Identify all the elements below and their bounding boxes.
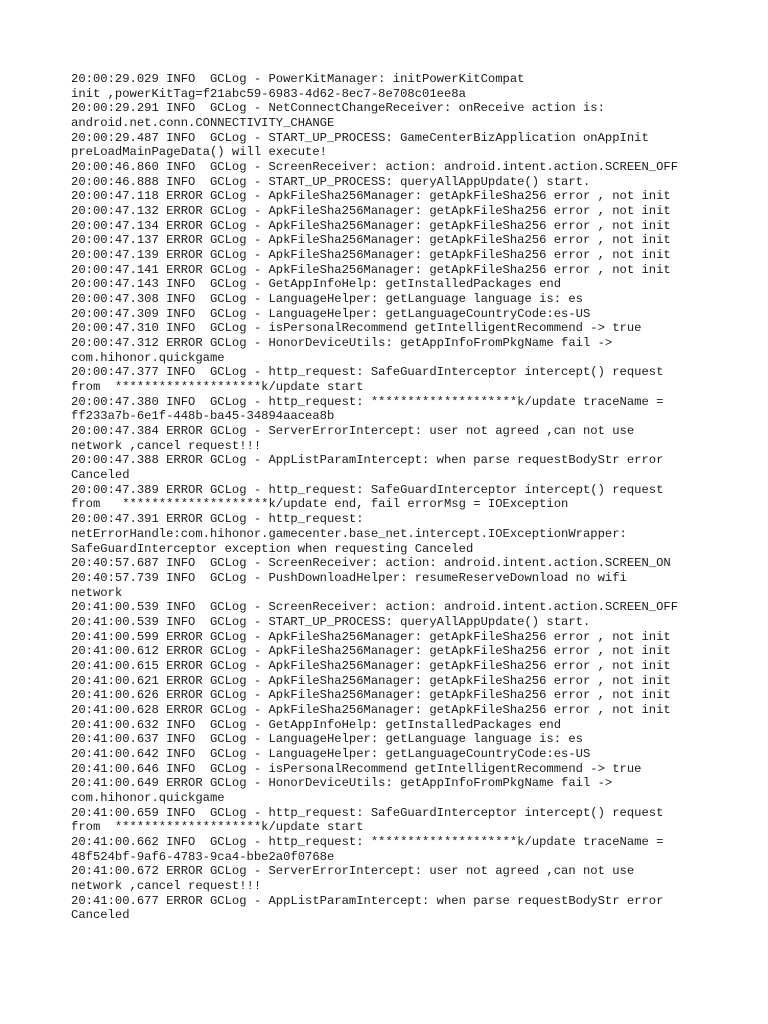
log-line: 20:00:47.391 ERROR GCLog - http_request: bbox=[71, 512, 364, 527]
log-line: 20:00:47.380 INFO GCLog - http_request: ********************k/update traceName = bbox=[71, 394, 664, 409]
log-line: network ,cancel request!!! bbox=[71, 438, 262, 453]
log-line: 48f524bf-9af6-4783-9ca4-bbe2a0f0768e bbox=[71, 849, 335, 864]
log-line: android.net.conn.CONNECTIVITY_CHANGE bbox=[71, 116, 335, 131]
log-line: 20:00:29.487 INFO GCLog - START_UP_PROCESS: GameCenterBizApplication onAppInit bbox=[71, 130, 649, 145]
log-line: com.hihonor.quickgame bbox=[71, 790, 225, 805]
log-line: Canceled bbox=[71, 468, 130, 483]
log-line: 20:41:00.539 INFO GCLog - ScreenReceiver: action: android.intent.action.SCREEN_OFF bbox=[71, 600, 679, 615]
log-line: 20:41:00.649 ERROR GCLog - HonorDeviceUtils: getAppInfoFromPkgName fail -> bbox=[71, 776, 613, 791]
log-line: ff233a7b-6e1f-448b-ba45-34894aacea8b bbox=[71, 409, 335, 424]
log-line: 20:41:00.632 INFO GCLog - GetAppInfoHelp: getInstalledPackages end bbox=[71, 717, 562, 732]
log-line: 20:00:47.309 INFO GCLog - LanguageHelper: getLanguageCountryCode:es-US bbox=[71, 306, 591, 321]
log-text-body bbox=[71, 72, 751, 923]
log-line: 20:00:47.308 INFO GCLog - LanguageHelper: getLanguage language is: es bbox=[71, 292, 583, 307]
log-line: 20:41:00.637 INFO GCLog - LanguageHelper: getLanguage language is: es bbox=[71, 732, 583, 747]
log-line: 20:41:00.626 ERROR GCLog - ApkFileSha256Manager: getApkFileSha256 error , not init bbox=[71, 688, 671, 703]
log-line: SafeGuardInterceptor exception when requesting Canceled bbox=[71, 541, 474, 556]
log-line: network bbox=[71, 585, 123, 600]
log-line: 20:41:00.612 ERROR GCLog - ApkFileSha256Manager: getApkFileSha256 error , not init bbox=[71, 644, 671, 659]
log-line: com.hihonor.quickgame bbox=[71, 350, 225, 365]
log-line: 20:00:47.377 INFO GCLog - http_request: SafeGuardInterceptor intercept() request bbox=[71, 365, 664, 380]
log-line: from ********************k/update start bbox=[71, 820, 364, 835]
log-line: Canceled bbox=[71, 908, 130, 923]
log-line: 20:00:47.132 ERROR GCLog - ApkFileSha256Manager: getApkFileSha256 error , not init bbox=[71, 204, 671, 219]
log-line: 20:00:47.118 ERROR GCLog - ApkFileSha256Manager: getApkFileSha256 error , not init bbox=[71, 189, 671, 204]
log-line: 20:00:47.384 ERROR GCLog - ServerErrorIntercept: user not agreed ,can not use bbox=[71, 424, 635, 439]
log-line: 20:00:47.310 INFO GCLog - isPersonalRecommend getIntelligentRecommend -> true bbox=[71, 321, 642, 336]
log-line: init ,powerKitTag=f21abc59-6983-4d62-8ec7-8e708c01ee8a bbox=[71, 86, 466, 101]
log-line: 20:00:46.888 INFO GCLog - START_UP_PROCESS: queryAllAppUpdate() start. bbox=[71, 174, 591, 189]
log-line: 20:40:57.739 INFO GCLog - PushDownloadHelper: resumeReserveDownload no wifi bbox=[71, 570, 627, 585]
log-line: 20:41:00.642 INFO GCLog - LanguageHelper: getLanguageCountryCode:es-US bbox=[71, 746, 591, 761]
log-line: 20:41:00.662 INFO GCLog - http_request: ********************k/update traceName = bbox=[71, 834, 664, 849]
log-line: 20:00:47.143 INFO GCLog - GetAppInfoHelp: getInstalledPackages end bbox=[71, 277, 562, 292]
log-line: 20:41:00.659 INFO GCLog - http_request: SafeGuardInterceptor intercept() request bbox=[71, 805, 664, 820]
log-line: 20:41:00.539 INFO GCLog - START_UP_PROCESS: queryAllAppUpdate() start. bbox=[71, 614, 591, 629]
log-line: 20:00:47.312 ERROR GCLog - HonorDeviceUtils: getAppInfoFromPkgName fail -> bbox=[71, 336, 613, 351]
log-line: 20:00:47.134 ERROR GCLog - ApkFileSha256Manager: getApkFileSha256 error , not init bbox=[71, 218, 671, 233]
log-line: from ********************k/update end, fail errorMsg = IOException bbox=[71, 497, 569, 512]
log-line: from ********************k/update start bbox=[71, 380, 364, 395]
log-line: 20:00:47.388 ERROR GCLog - AppListParamIntercept: when parse requestBodyStr error bbox=[71, 453, 664, 468]
log-line: preLoadMainPageData() will execute! bbox=[71, 145, 327, 160]
log-line: 20:40:57.687 INFO GCLog - ScreenReceiver: action: android.intent.action.SCREEN_ON bbox=[71, 556, 671, 571]
log-line: 20:00:47.137 ERROR GCLog - ApkFileSha256Manager: getApkFileSha256 error , not init bbox=[71, 233, 671, 248]
log-line: network ,cancel request!!! bbox=[71, 878, 262, 893]
log-line: 20:41:00.615 ERROR GCLog - ApkFileSha256Manager: getApkFileSha256 error , not init bbox=[71, 658, 671, 673]
log-line: 20:00:29.029 INFO GCLog - PowerKitManager: initPowerKitCompat bbox=[71, 72, 525, 86]
log-line: 20:41:00.672 ERROR GCLog - ServerErrorIntercept: user not agreed ,can not use bbox=[71, 864, 635, 879]
log-line: 20:00:47.141 ERROR GCLog - ApkFileSha256Manager: getApkFileSha256 error , not init bbox=[71, 262, 671, 277]
log-line: 20:00:46.860 INFO GCLog - ScreenReceiver: action: android.intent.action.SCREEN_OFF bbox=[71, 160, 679, 175]
log-line: netErrorHandle:com.hihonor.gamecenter.base_net.intercept.IOExceptionWrapper: bbox=[71, 526, 627, 541]
log-line: 20:00:29.291 INFO GCLog - NetConnectChangeReceiver: onReceive action is: bbox=[71, 101, 605, 116]
log-line: 20:00:47.139 ERROR GCLog - ApkFileSha256Manager: getApkFileSha256 error , not init bbox=[71, 248, 671, 263]
log-line: 20:41:00.646 INFO GCLog - isPersonalRecommend getIntelligentRecommend -> true bbox=[71, 761, 642, 776]
log-line: 20:41:00.628 ERROR GCLog - ApkFileSha256Manager: getApkFileSha256 error , not init bbox=[71, 702, 671, 717]
log-line: 20:00:47.389 ERROR GCLog - http_request: SafeGuardInterceptor intercept() request bbox=[71, 482, 664, 497]
log-line: 20:41:00.677 ERROR GCLog - AppListParamIntercept: when parse requestBodyStr error bbox=[71, 893, 664, 908]
log-page bbox=[71, 72, 751, 923]
log-line: 20:41:00.621 ERROR GCLog - ApkFileSha256Manager: getApkFileSha256 error , not init bbox=[71, 673, 671, 688]
log-line: 20:41:00.599 ERROR GCLog - ApkFileSha256Manager: getApkFileSha256 error , not init bbox=[71, 629, 671, 644]
